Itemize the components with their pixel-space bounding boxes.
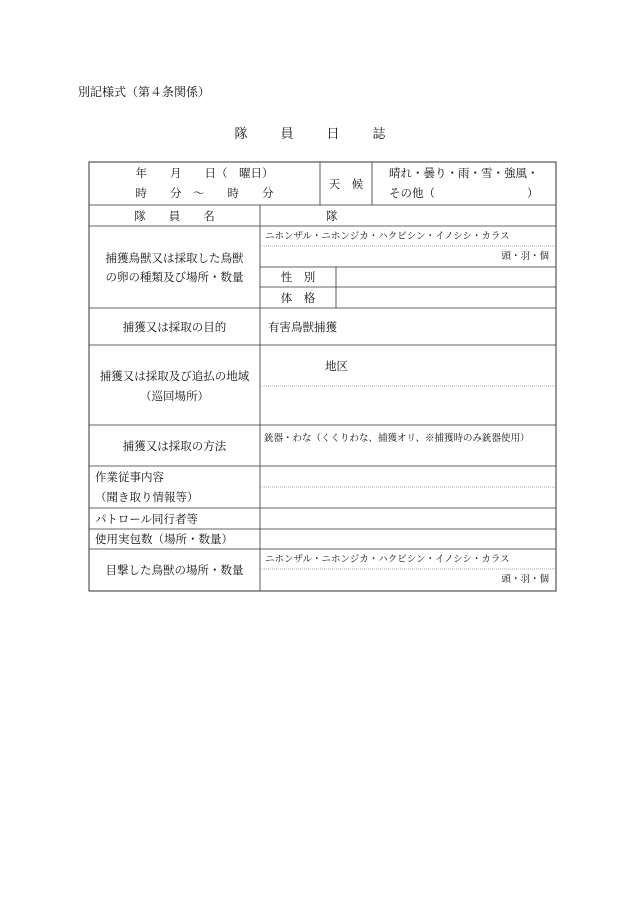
work-label-line1: 作業従事内容 xyxy=(95,470,164,484)
sighted-species-options: ニホンザル・ニホンジカ・ハクビシン・イノシシ・カラス xyxy=(265,554,510,565)
species-label-line2: の卵の種類及び場所・数量 xyxy=(105,270,244,284)
method-label: 捕獲又は採取の方法 xyxy=(122,439,227,453)
species-unit-options: 頭・羽・個 xyxy=(501,251,549,262)
sighted-unit-options: 頭・羽・個 xyxy=(501,574,549,585)
weather-options-line2: その他（ ） xyxy=(389,186,539,200)
district-label: 地区 xyxy=(325,359,348,373)
sighted-label: 目撃した鳥獣の場所・数量 xyxy=(105,563,244,577)
form-reference: 別記様式（第４条関係） xyxy=(78,85,211,99)
purpose-label: 捕獲又は採取の目的 xyxy=(122,320,227,334)
species-label-line1: 捕獲鳥獣又は採取した鳥獣 xyxy=(105,251,244,265)
document-title: 隊 員 日 誌 xyxy=(234,127,396,142)
area-label-line2: （巡回場所） xyxy=(140,389,209,403)
member-name-label: 隊 員 名 xyxy=(134,209,215,223)
work-label-line2: （聞き取り情報等） xyxy=(95,490,199,504)
build-label: 体 格 xyxy=(280,291,316,305)
date-line: 年 月 日（ 曜日） xyxy=(135,166,274,180)
member-name-value: 隊 xyxy=(326,209,338,223)
weather-label: 天 候 xyxy=(328,177,364,191)
ammo-label: 使用実包数（場所・数量） xyxy=(95,532,233,546)
method-value: 銃器・わな（くくりわな、捕獲オリ、※捕獲時のみ銃器使用） xyxy=(264,433,530,444)
area-label-line1: 捕獲又は採取及び追払の地域 xyxy=(99,369,250,383)
sex-label: 性 別 xyxy=(280,270,316,284)
time-line: 時 分 ～ 時 分 xyxy=(135,186,274,200)
purpose-value: 有害鳥獣捕獲 xyxy=(268,320,337,334)
species-options: ニホンザル・ニホンジカ・ハクビシン・イノシシ・カラス xyxy=(265,231,510,242)
patrol-label: パトロール同行者等 xyxy=(95,512,199,526)
weather-options-line1: 晴れ・曇り・雨・雪・強風・ xyxy=(389,166,539,180)
